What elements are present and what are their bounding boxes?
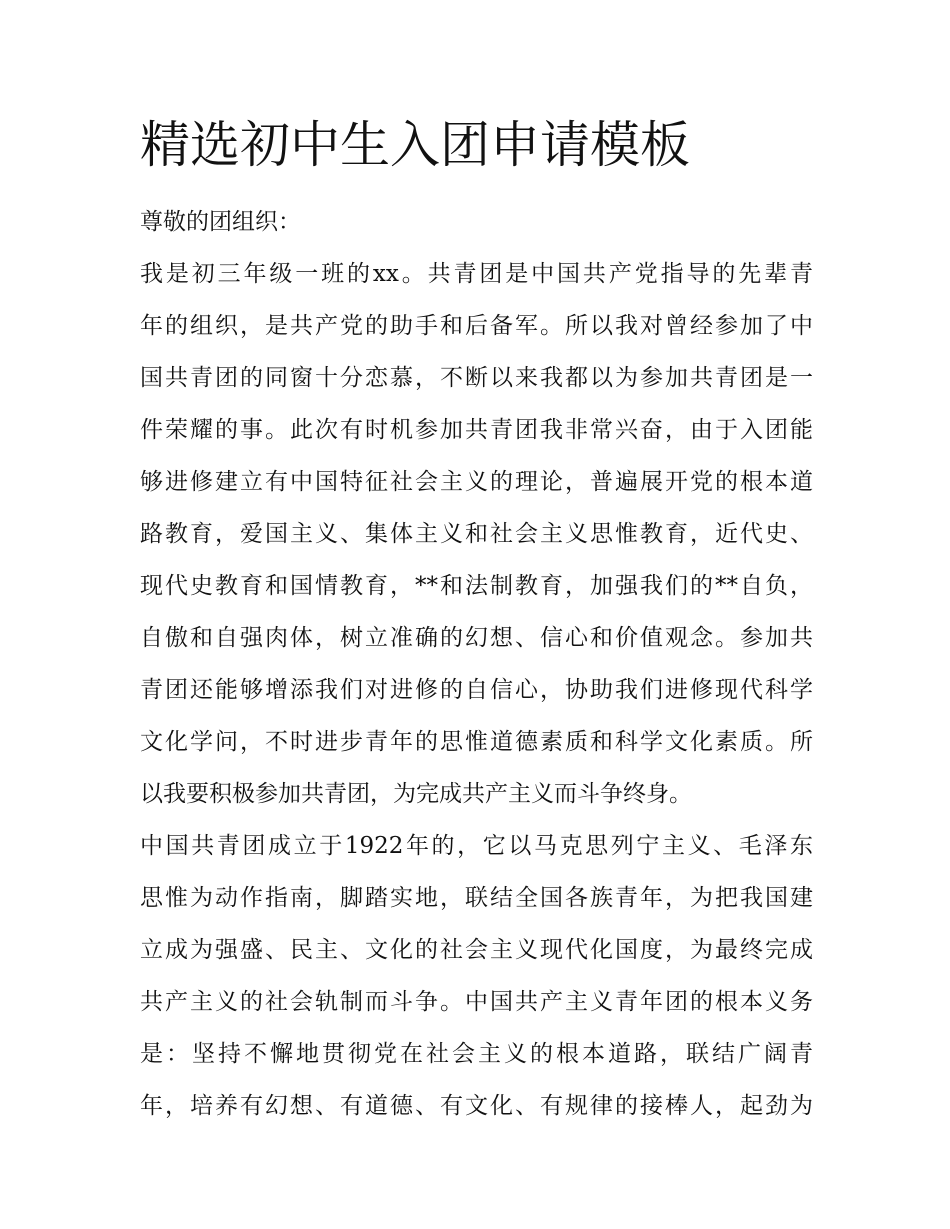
salutation-line: 尊敬的团组织： [140,209,301,235]
body-line: 够进修建立有中国特征社会主义的理论，普遍展开党的根本道 [140,469,813,495]
body-line: 国共青团的同窗十分恋慕，不断以来我都以为参加共青团是一 [140,365,813,391]
body-line: 年的组织，是共产党的助手和后备军。所以我对曾经参加了中 [140,313,813,339]
document-title: 精选初中生入团申请模板 [140,116,690,174]
body-line: 路教育，爱国主义、集体主义和社会主义思惟教育，近代史、 [140,521,813,547]
body-line: 立成为强盛、民主、文化的社会主义现代化国度，为最终完成 [140,937,813,963]
document-body [140,196,813,1132]
body-line: 我是初三年级一班的xx。共青团是中国共产党指导的先辈青 [140,261,813,287]
body-line: 是：坚持不懈地贯彻党在社会主义的根本道路，联结广阔青 [140,1041,813,1067]
body-line: 件荣耀的事。此次有时机参加共青团我非常兴奋，由于入团能 [140,417,813,443]
body-line: 思惟为动作指南，脚踏实地，联结全国各族青年，为把我国建 [140,885,813,911]
body-line: 以我要积极参加共青团，为完成共产主义而斗争终身。 [140,781,692,807]
body-line: 自傲和自强肉体，树立准确的幻想、信心和价值观念。参加共 [140,625,813,651]
body-line: 共产主义的社会轨制而斗争。中国共产主义青年团的根本义务 [140,989,813,1015]
body-line: 中国共青团成立于1922年的，它以马克思列宁主义、毛泽东 [140,833,813,859]
body-line: 年，培养有幻想、有道德、有文化、有规律的接棒人，起劲为 [140,1093,813,1119]
body-line: 现代史教育和国情教育，**和法制教育，加强我们的**自负， [140,573,813,599]
body-line: 文化学问，不时进步青年的思惟道德素质和科学文化素质。所 [140,729,813,755]
body-line: 青团还能够增添我们对进修的自信心，协助我们进修现代科学 [140,677,813,703]
